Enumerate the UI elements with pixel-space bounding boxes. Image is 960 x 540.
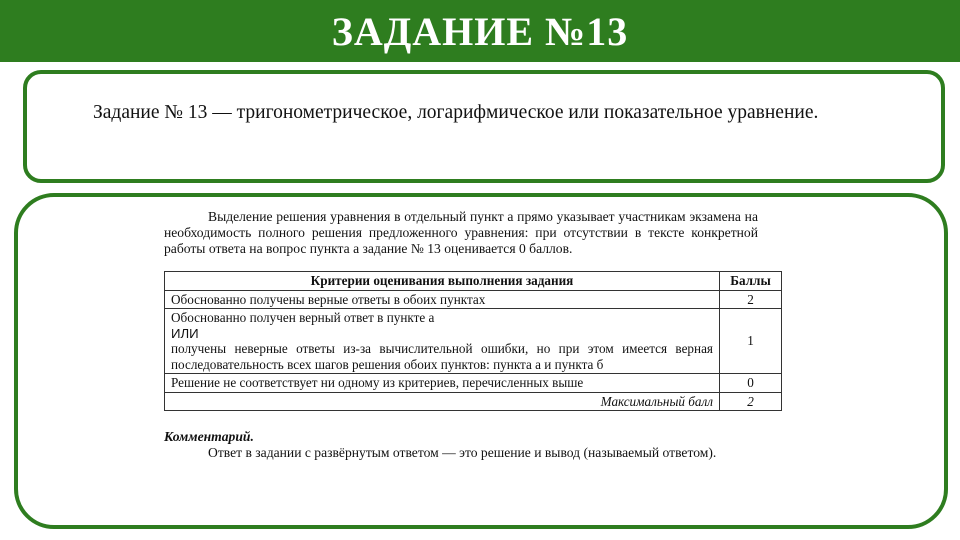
table-row	[165, 392, 782, 411]
intro-paragraph: Выделение решения уравнения в отдельный пункт а прямо указывает участникам экзамена на необходимость полного решения предложенного уравнения: при отсутствии в тексте конкретной работы ответа на вопрос пункта а задание № 13 оценивается 0 баллов.	[164, 209, 758, 256]
title-bar	[0, 0, 960, 62]
criteria-line: получены неверные ответы из-за вычислительной ошибки, но при этом имеется верная последовательность всех шагов решения обоих пунктов: пункта а и пункта б	[171, 341, 713, 372]
score-cell: 2	[720, 290, 782, 309]
page-title: ЗАДАНИЕ №13	[331, 8, 629, 54]
criteria-table	[164, 271, 782, 411]
criteria-or: ИЛИ	[171, 325, 199, 341]
comment-text: Ответ в задании с развёрнутым ответом — это решение и вывод (называемый ответом).	[208, 445, 717, 460]
table-row	[165, 374, 782, 393]
table-row	[165, 290, 782, 309]
table-row	[165, 309, 782, 374]
score-header: Баллы	[720, 272, 782, 291]
document-box	[14, 193, 948, 529]
document-excerpt	[164, 209, 771, 461]
score-cell: 0	[720, 374, 782, 393]
criteria-cell	[165, 309, 720, 374]
max-score-label: Максимальный балл	[165, 392, 720, 411]
criteria-line: Обоснованно получен верный ответ в пункте а	[171, 310, 435, 325]
criteria-cell: Решение не соответствует ни одному из критериев, перечисленных выше	[165, 374, 720, 393]
table-header-row	[165, 272, 782, 291]
summary-box	[23, 70, 945, 183]
score-cell: 1	[720, 309, 782, 374]
criteria-header: Критерии оценивания выполнения задания	[165, 272, 720, 291]
max-score-value: 2	[720, 392, 782, 411]
summary-text: Задание № 13 — тригонометрическое, логарифмическое или показательное уравнение.	[93, 102, 819, 123]
criteria-cell: Обоснованно получены верные ответы в обоих пунктах	[165, 290, 720, 309]
comment-title: Комментарий.	[164, 429, 254, 444]
